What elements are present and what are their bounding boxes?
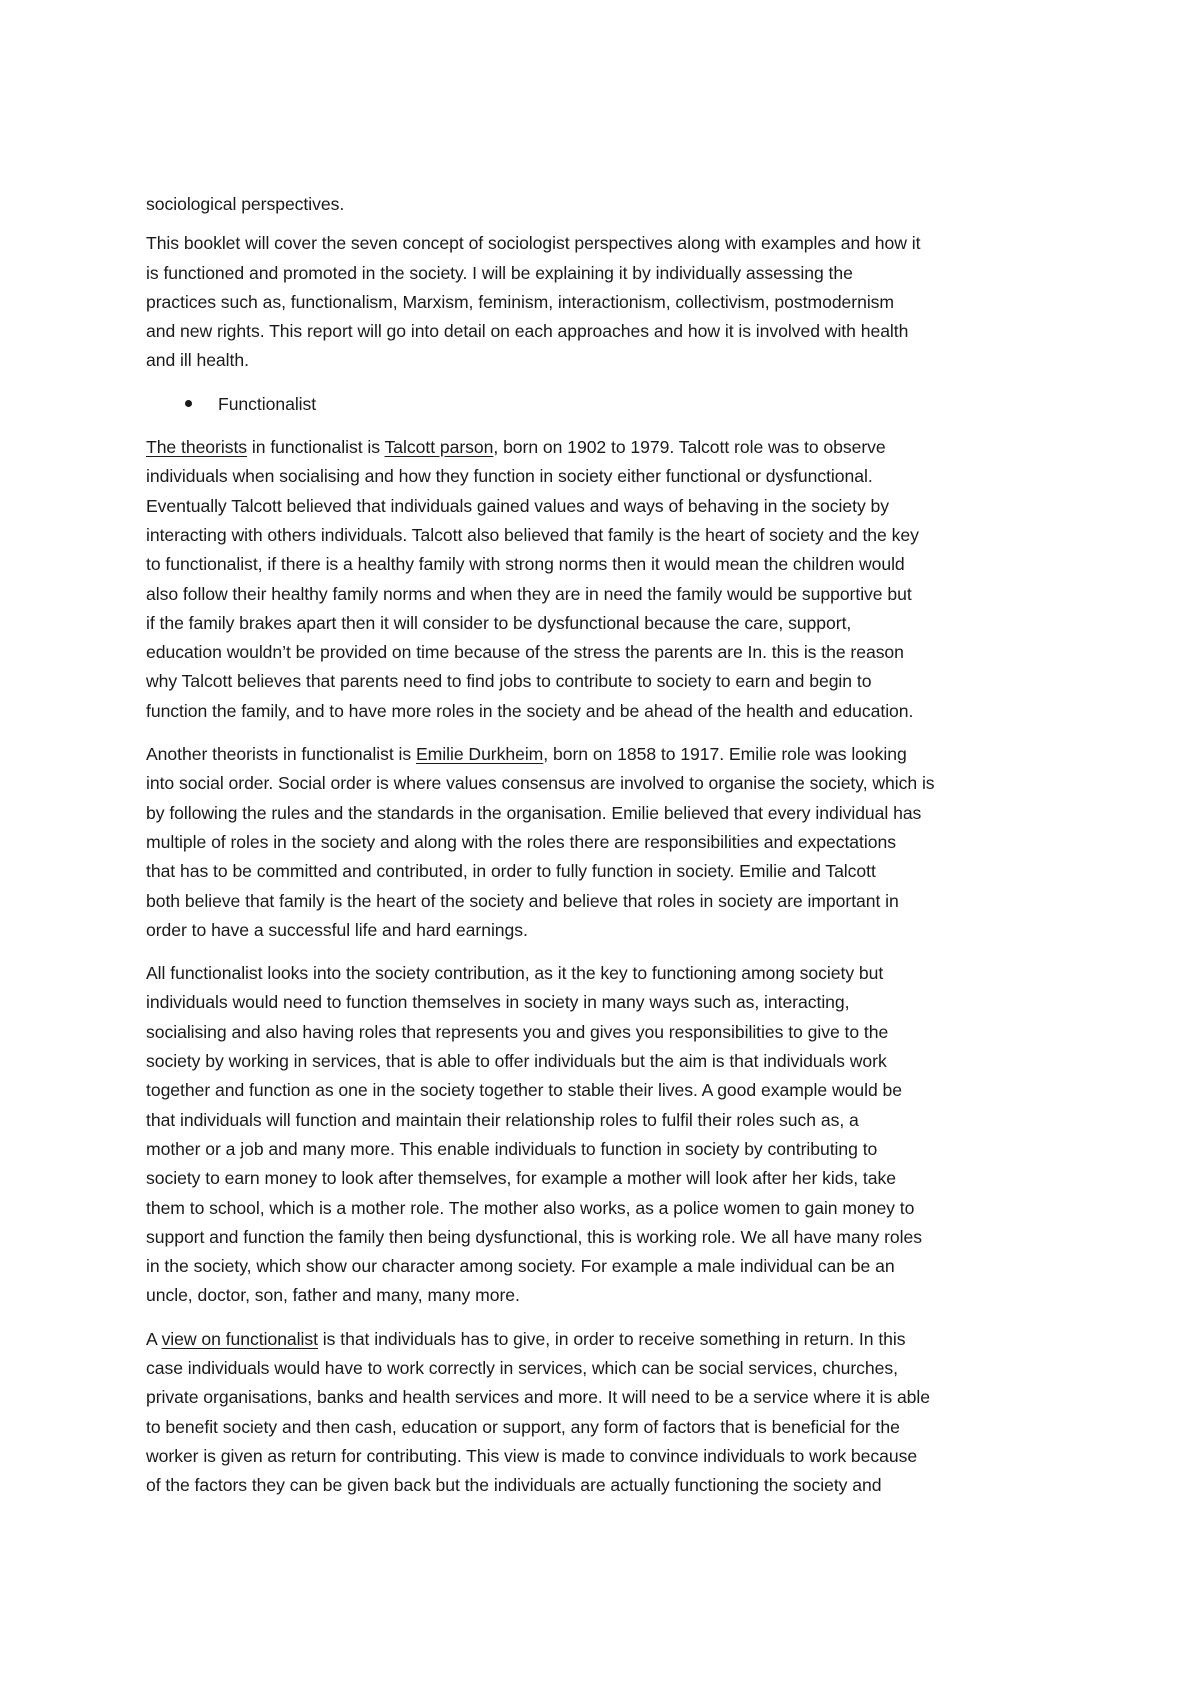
underlined-term: Talcott parson [384,437,494,458]
paragraph-line: socialising and also having roles that represents you and gives you responsibilities to give to the [146,1021,889,1042]
underlined-term: view on functionalist [161,1328,318,1349]
paragraph-line: society by working in services, that is able to offer individuals but the aim is that individuals work [146,1051,887,1072]
document-heading: sociological perspectives. [146,194,345,214]
paragraph-line: also follow their healthy family norms and when they are in need the family would be supportive but [146,583,912,604]
paragraph-line: them to school, which is a mother role. The mother also works, as a police women to gain money to [146,1197,915,1218]
paragraph-line: in the society, which show our character among society. For example a male individual can be an [146,1256,895,1277]
paragraph-line: to benefit society and then cash, education or support, any form of factors that is beneficial for the [146,1416,900,1437]
paragraph-line: uncle, doctor, son, father and many, many more. [146,1285,520,1306]
paragraph-line: practices such as, functionalism, Marxism, feminism, interactionism, collectivism, postmodernism [146,291,895,312]
underlined-term: The theorists [146,437,248,458]
paragraph-line: multiple of roles in the society and along with the roles there are responsibilities and expectations [146,831,896,852]
underlined-term: Emilie Durkheim [415,744,544,765]
bullet-label: Functionalist [218,393,317,414]
paragraph-line: case individuals would have to work correctly in services, which can be social services, churches, [146,1357,898,1378]
paragraph-line: private organisations, banks and health services and more. It will need to be a service where it is able [146,1387,931,1408]
paragraph-line: mother or a job and many more. This enable individuals to function in society by contributing to [146,1138,878,1159]
paragraph-line: All functionalist looks into the society contribution, as it the key to functioning among society but [146,963,884,984]
paragraph-line: education wouldn’t be provided on time because of the stress the parents are In. this is the reason [146,642,904,663]
paragraph-line: is functioned and promoted in the society. I will be explaining it by individually assessing the [146,262,853,283]
paragraph-line: order to have a successful life and hard earnings. [146,919,528,940]
paragraph-line: support and function the family then being dysfunctional, this is working role. We all have many roles [146,1226,922,1247]
document-page [146,190,1076,1500]
paragraph-line: society to earn money to look after themselves, for example a mother will look after her kids, take [146,1168,896,1189]
paragraph-line: This booklet will cover the seven concept of sociologist perspectives along with examples and how it [146,233,921,254]
paragraph-line: both believe that family is the heart of the society and believe that roles in society are important in [146,890,899,911]
paragraph-line: together and function as one in the society together to stable their lives. A good example would be [146,1080,902,1101]
paragraph-line: why Talcott believes that parents need to find jobs to contribute to society to earn and begin to [146,671,872,692]
paragraph-line: to functionalist, if there is a healthy family with strong norms then it would mean the children would [146,554,905,575]
paragraph-talcott-parsons [146,433,1076,726]
paragraph-line: Eventually Talcott believed that individuals gained values and ways of behaving in the society by [146,495,890,516]
paragraph-line: The theorists in functionalist is Talcott parson, born on 1902 to 1979. Talcott role was to observe [146,437,886,458]
paragraph-line: individuals would need to function themselves in society in many ways such as, interacting, [146,992,850,1013]
paragraph-society-contribution [146,959,1076,1311]
paragraph-line: interacting with others individuals. Talcott also believed that family is the heart of society and the key [146,524,919,545]
paragraph-line: A view on functionalist is that individuals has to give, in order to receive something in return. In this [146,1328,906,1349]
paragraph-line: by following the rules and the standards in the organisation. Emilie believed that every individual has [146,802,922,823]
paragraph-line: and ill health. [146,350,249,371]
paragraph-line: that has to be committed and contributed, in order to fully function in society. Emilie and Talcott [146,861,876,882]
paragraph-line: function the family, and to have more roles in the society and be ahead of the health and education. [146,700,914,721]
paragraph-line: Another theorists in functionalist is Emilie Durkheim, born on 1858 to 1917. Emilie role was looking [146,744,907,765]
paragraph-line: worker is given as return for contributing. This view is made to convince individuals to work because [146,1445,918,1466]
paragraph-line: of the factors they can be given back but the individuals are actually functioning the society and [146,1475,882,1496]
bullet-icon [185,400,192,407]
paragraph-line: and new rights. This report will go into detail on each approaches and how it is involved with health [146,321,909,342]
bullet-item-functionalist [146,390,1076,419]
paragraph-line: that individuals will function and maintain their relationship roles to fulfil their roles such as, a [146,1109,859,1130]
paragraph-emilie-durkheim [146,740,1076,945]
paragraph-line: into social order. Social order is where values consensus are involved to organise the society, which is [146,773,935,794]
paragraph-line: if the family brakes apart then it will consider to be dysfunctional because the care, support, [146,612,852,633]
paragraph-line: individuals when socialising and how they function in society either functional or dysfunctional. [146,466,873,487]
intro-paragraph [146,229,1076,375]
paragraph-view-on-functionalist [146,1325,1076,1501]
